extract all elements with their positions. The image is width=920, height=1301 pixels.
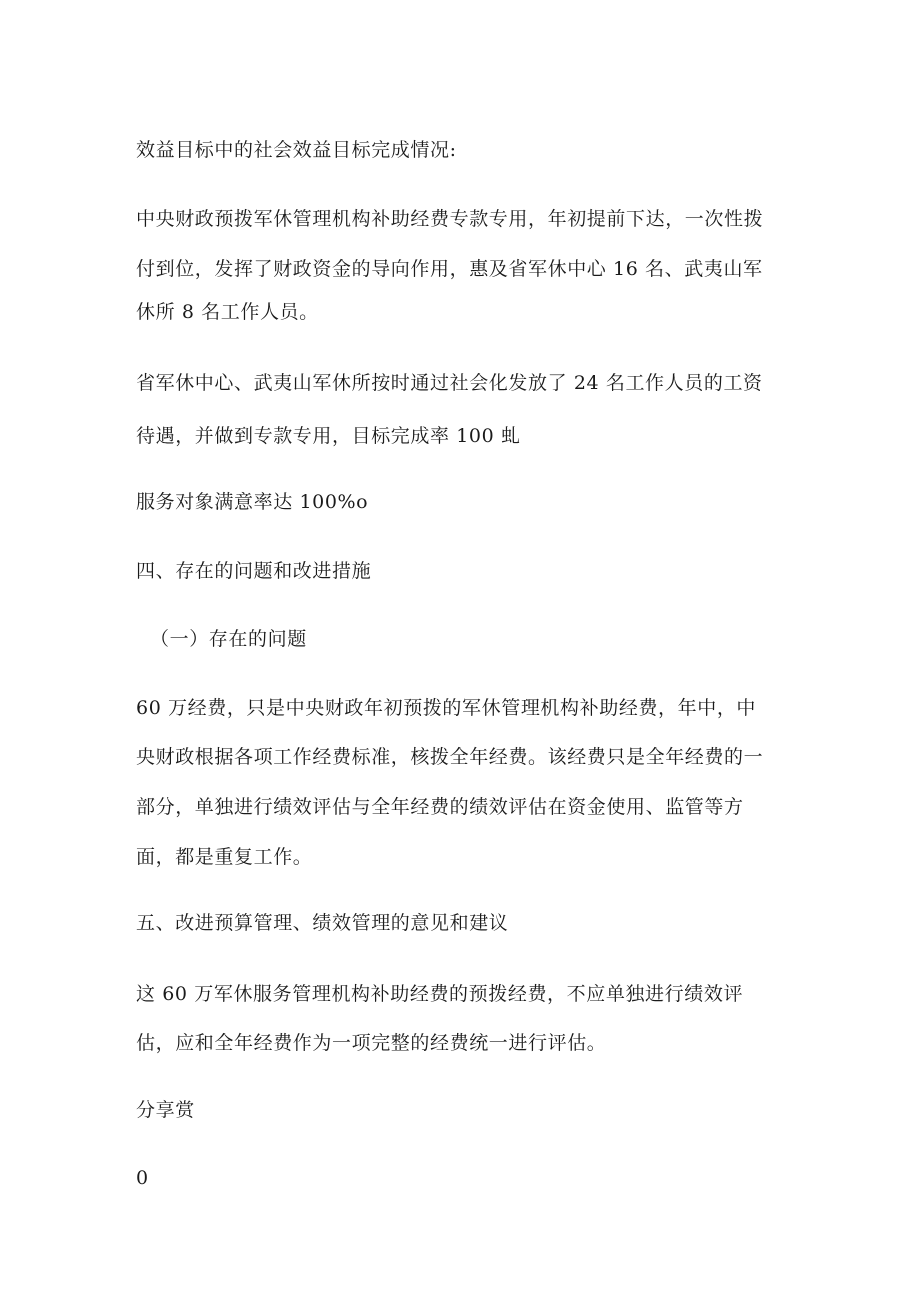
paragraph-line: 休所 8 名工作人员。	[136, 301, 319, 323]
section-heading: 四、存在的问题和改进措施	[136, 560, 372, 582]
paragraph-line: 付到位，发挥了财政资金的导向作用，惠及省军休中心 16 名、武夷山军	[136, 258, 763, 280]
paragraph-line: 这 60 万军休服务管理机构补助经费的预拨经费，不应单独进行绩效评	[136, 983, 744, 1005]
paragraph-line: 面，都是重复工作。	[136, 846, 313, 868]
paragraph-line: 部分，单独进行绩效评估与全年经费的绩效评估在资金使用、监管等方	[136, 796, 744, 818]
section-intro: 效益目标中的社会效益目标完成情况:	[136, 139, 457, 161]
section-heading: 五、改进预算管理、绩效管理的意见和建议	[136, 912, 509, 934]
subsection-heading: （一）存在的问题	[150, 628, 307, 650]
paragraph-line: 估，应和全年经费作为一项完整的经费统一进行评估。	[136, 1032, 607, 1054]
share-count: 0	[136, 1167, 149, 1189]
paragraph-line: 中央财政预拨军休管理机构补助经费专款专用，年初提前下达，一次性拨	[136, 208, 764, 230]
paragraph-line: 服务对象满意率达 100%o	[136, 491, 369, 513]
paragraph-line: 央财政根据各项工作经费标准，核拨全年经费。该经费只是全年经费的一	[136, 746, 764, 768]
paragraph-line: 60 万经费，只是中央财政年初预拨的军休管理机构补助经费，年中，中	[136, 697, 757, 719]
paragraph-line: 省军休中心、武夷山军休所按时通过社会化发放了 24 名工作人员的工资	[136, 372, 763, 394]
paragraph-line: 待遇，并做到专款专用，目标完成率 100 虬	[136, 425, 521, 447]
share-label[interactable]: 分享赏	[136, 1099, 195, 1121]
